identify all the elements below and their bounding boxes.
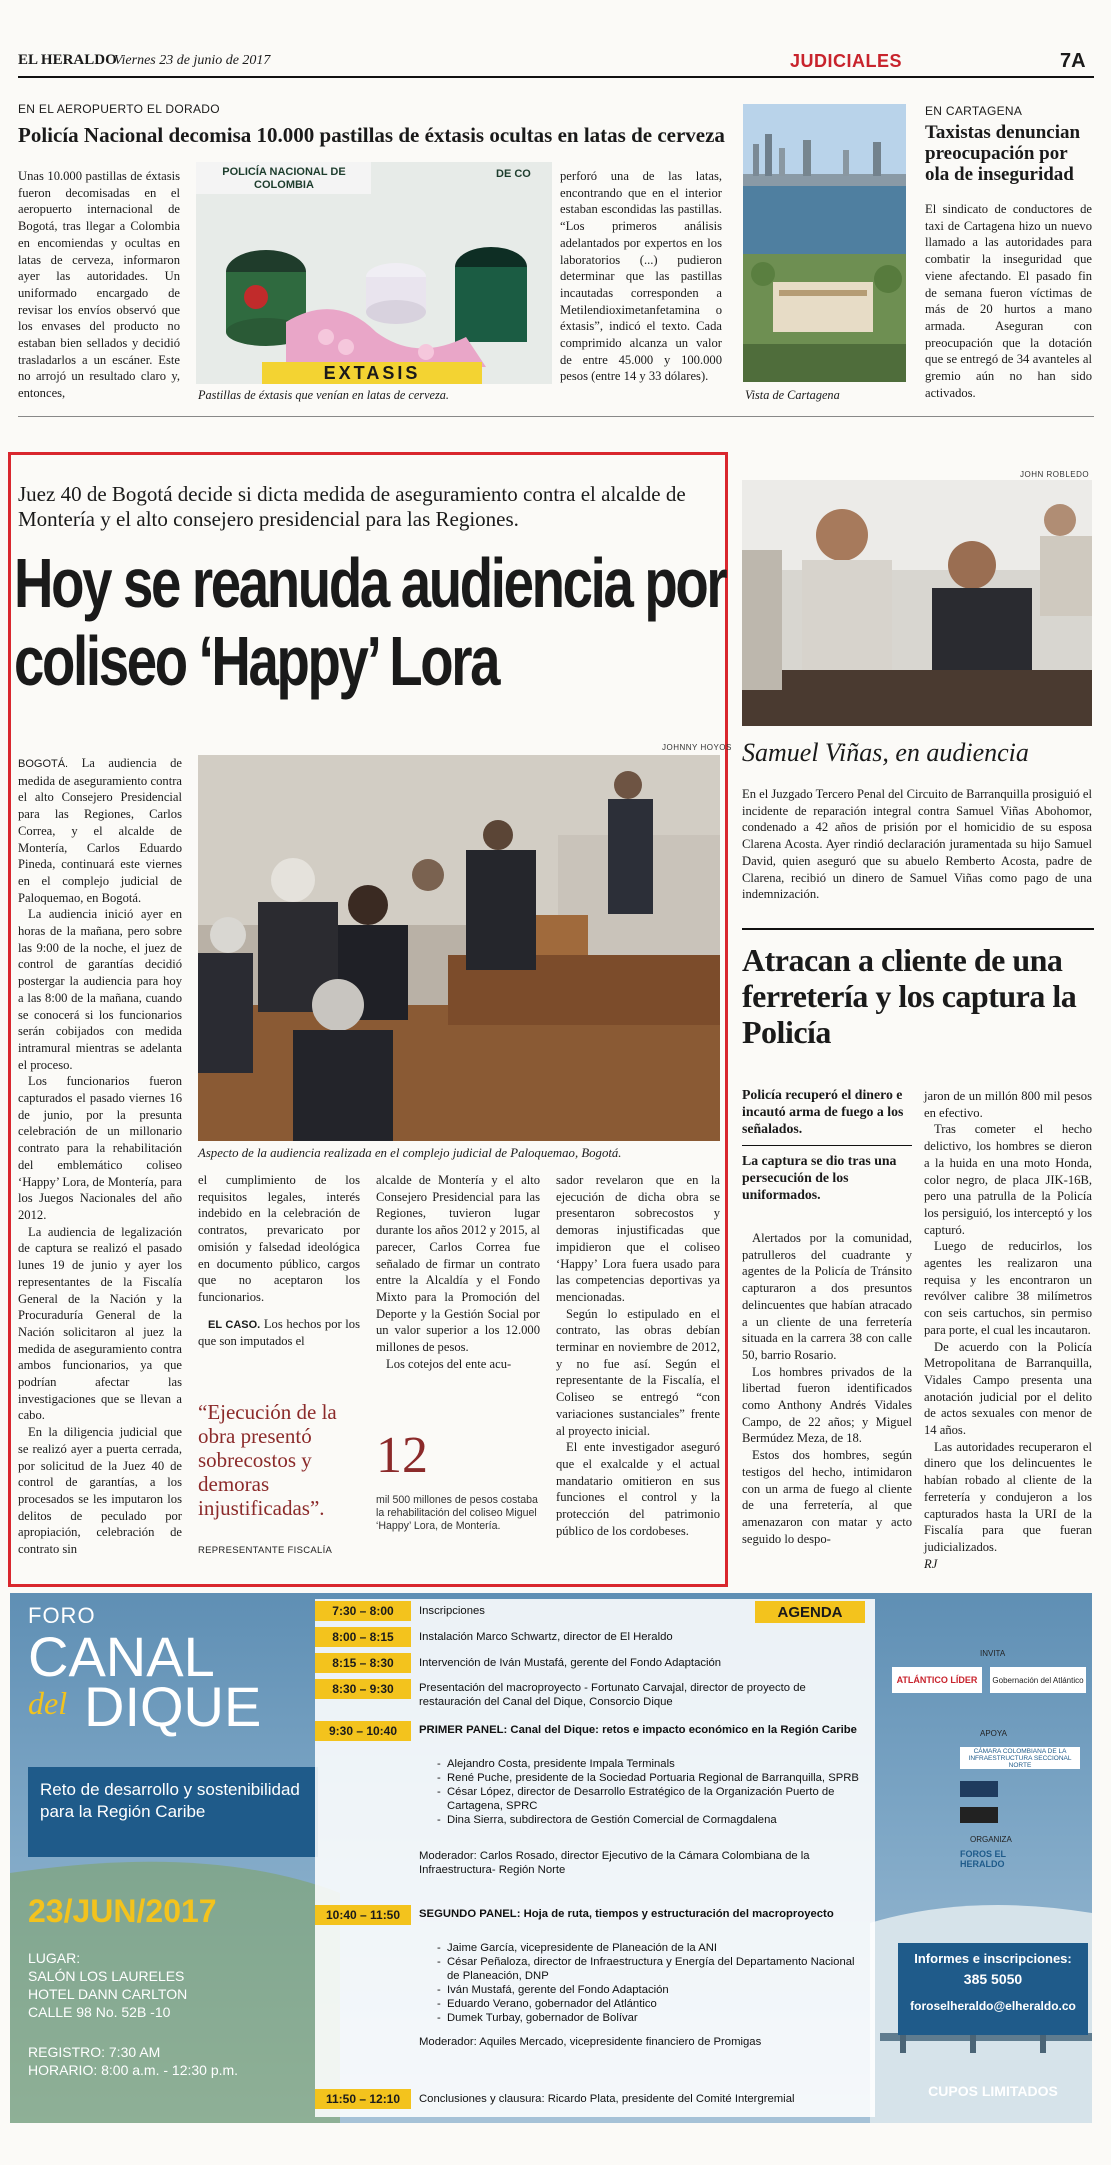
lead-col3-p1: alcalde de Montería y el alto Consejero Presidencial para las Regiones, tuvieron lugar durante los años 2012 y 2015, al parecer, Carlos Correa fue señalado de firmar un contrato entre la Alcaldía y el Fondo Mixto para la Promoción del Deporte y la Gestión Social por un valor superior a los 12.000 millones de pesos. bbox=[376, 1173, 540, 1355]
ad-horario: HORARIO: 8:00 a.m. - 12:30 p.m. bbox=[28, 2062, 239, 2078]
agenda-time-3: 8:15 – 8:30 bbox=[315, 1653, 411, 1673]
lead-photo-caption: Aspecto de la audiencia realizada en el complejo judicial de Paloquemao, Bogotá. bbox=[198, 1146, 622, 1160]
story4-col1-p3: Estos dos hombres, según testigos del hecho, intimidaron con un arma de fuego al cliente de una ferretería, al que amenazaron con matar y acto seguido lo despo- bbox=[742, 1448, 912, 1546]
lead-column-1 bbox=[18, 755, 182, 1558]
lead-col2-p1: el cumplimiento de los requisitos legales, interés indebido en la celebración de contratos, prevaricato por omisión y falsedad ideológica en documento público, cargos que no aceptaron los funcionarios. bbox=[198, 1173, 360, 1304]
sponsor-camara: CÁMARA COLOMBIANA DE LA INFRAESTRUCTURA SECCIONAL NORTE bbox=[960, 1747, 1080, 1769]
ad-place3: CALLE 98 No. 52B -10 bbox=[28, 2004, 171, 2020]
panel1-list bbox=[433, 1757, 869, 1827]
forum-advertisement bbox=[10, 1593, 1092, 2123]
story3-body: En el Juzgado Tercero Penal del Circuito de Barranquilla prosiguió el incidente de reparación integral contra Samuel Viñas Abohomor, condenado a 42 años de prisión por el homicidio de su esposa Clarena Acosta. Ayer rindió declaración juramentada su hijo Samuel David, quien aseguró que su abuelo Remberto Acosta, padre de Clarena, recibió un dinero de Samuel Viñas como pago de una indemnización. bbox=[742, 787, 1093, 902]
lead-col1-p1: La audiencia de medida de aseguramiento contra el alto Consejero Presidencial para las Regiones, Carlos Correa, y el alcalde de Montería, Carlos Eduardo Pineda, continuará este viernes en el complejo judicial de Paloquemao, en Bogotá. bbox=[18, 756, 182, 905]
lead-col1-p4: La audiencia de legalización de captura se realizó el pasado lunes 19 de junio y ayer los representantes de la Fiscalía General de la Nación y la Procuraduría General de la Nación solicitaron al juez la medida de aseguramiento contra ambos funcionarios, ya que podrían afectar las investigaciones que se llevan a cabo. bbox=[18, 1224, 182, 1423]
fact-text: mil 500 millones de pesos costaba la rehabilitación del coliseo Miguel ‘Happy’ Lora, de Montería. bbox=[376, 1494, 538, 1532]
story4-col2-p3: Luego de reducirlos, los agentes les realizaron una requisa y les encontraron un revólver calibre 38 milímetros con seis cartuchos, sin permiso para porte, el cual les incautaron. bbox=[924, 1239, 1092, 1337]
story2-kicker: EN CARTAGENA bbox=[925, 104, 1023, 118]
story4-headline: Atracan a cliente de una ferretería y los captura la Policía bbox=[742, 942, 1077, 1050]
agenda-text-7: Conclusiones y clausura: Ricardo Plata, presidente del Comité Intergremial bbox=[419, 2093, 795, 2105]
agenda-row-5 bbox=[315, 1721, 875, 1876]
story1-caption: Pastillas de éxtasis que venían en latas de cerveza. bbox=[198, 388, 449, 402]
story2-caption: Vista de Cartagena bbox=[745, 388, 840, 402]
story1-column-1: Unas 10.000 pastillas de éxtasis fueron decomisadas en el aeropuerto internacional de Bogotá, tras llegar a Colombia en encomiendas y ocultas en latas de cerveza, informaron ayer las autoridades. Un uniformado encargado de revisar los envíos observó que los envases del producto no estaban bien sellados y decidió trasladarlos a un escáner. Este no arrojó un resultado claro y, entonces, bbox=[18, 169, 180, 401]
agenda-time-4: 8:30 – 9:30 bbox=[315, 1679, 411, 1699]
organizer-logo: FOROS EL HERALDO bbox=[960, 1849, 1006, 1869]
story3-headline: Samuel Viñas, en audiencia bbox=[742, 738, 1029, 767]
story1-column-2: perforó una de las latas, encontrando que en el interior estaban escondidas las pastillas. “Los primeros análisis adelantados por expertos en los laboratorios (...) pudieron determinar que las pastillas incautadas corresponden a Metilendioximetanfetamina o éxtasis”, indicó el texto. Cada comprimido alcanza un valor de entre 45.000 y 100.000 pesos (entre 14 y 33 dólares). bbox=[560, 169, 722, 384]
panel1-item: - Alejandro Costa, presidente Impala Terminals bbox=[447, 1757, 869, 1771]
ad-place-block bbox=[28, 1949, 187, 2021]
agenda-row-2 bbox=[315, 1627, 875, 1649]
story4-col2-p4: De acuerdo con la Policía Metropolitana de Barranquilla, Vidales Campo presenta una anotación judicial por el delito de actos sexuales con menor de 14 años. bbox=[924, 1339, 1092, 1438]
agenda-time-5: 9:30 – 10:40 bbox=[315, 1721, 411, 1741]
agenda-time-6: 10:40 – 11:50 bbox=[315, 1905, 411, 1925]
lead-col1-p5: En la diligencia judicial que se realizó ayer a puerta cerrada, por solicitud de la Juez 40 de control de garantías, a los procesados se les imputaron los delitos de peculado por apropiación, celebración de contrato sin bbox=[18, 1425, 182, 1557]
section-title: JUDICIALES bbox=[790, 51, 903, 71]
vinas-photo bbox=[742, 480, 1092, 726]
story4-col2-p1: jaron de un millón 800 mil pesos en efectivo. bbox=[924, 1089, 1092, 1120]
story4-column-2 bbox=[924, 1088, 1092, 1572]
story4-col1-p2: Los hombres privados de la libertad fueron identificados como Anthony Andrés Vidales Campo, de 22 años; y Miguel Bermúdez Meza, de 18. bbox=[742, 1364, 912, 1446]
pull-quote-source: REPRESENTANTE FISCALÍA bbox=[198, 1545, 333, 1556]
photo-extasis-label: EXTASIS bbox=[323, 363, 421, 383]
panel1-item: - Dina Sierra, subdirectora de Gestión Comercial de Cormagdalena bbox=[447, 1813, 869, 1827]
lead-column-3 bbox=[376, 1172, 540, 1372]
lead-headline: Hoy se reanuda audiencia por coliseo ‘Happy’ Lora bbox=[14, 544, 726, 700]
panel1-item: - René Puche, presidente de la Sociedad Portuaria Regional de Barranquilla, SPRB bbox=[447, 1771, 869, 1785]
agenda-time-1: 7:30 – 8:00 bbox=[315, 1601, 411, 1621]
divider-story4 bbox=[742, 928, 1094, 930]
lead-col2-p2: Los hechos por los que son imputados el bbox=[198, 1316, 360, 1349]
lead-col2-subhead: EL CASO. bbox=[208, 1318, 261, 1331]
fact-number: 12 bbox=[376, 1427, 428, 1484]
sponsor-gobernacion: Gobernación del Atlántico bbox=[990, 1667, 1086, 1693]
story2-headline: Taxistas denuncian preocupación por ola de inseguridad bbox=[925, 122, 1081, 185]
panel1-item: - César López, director de Desarrollo Estratégico de la Organización Puerto de Cartagena, SPRC bbox=[447, 1785, 869, 1813]
photo-police-text: POLICÍA NACIONAL DE COLOMBIA bbox=[222, 166, 346, 191]
pull-quote: “Ejecución de la obra presentó sobrecostos y demoras injustificadas”. bbox=[198, 1400, 337, 1520]
lead-column-2 bbox=[198, 1172, 360, 1350]
cartagena-photo-illustration bbox=[743, 104, 906, 382]
agenda-text-5: PRIMER PANEL: Canal del Dique: retos e impacto económico en la Región Caribe bbox=[419, 1724, 857, 1736]
agenda-text-6: SEGUNDO PANEL: Hoja de ruta, tiempos y estructuración del macroproyecto bbox=[419, 1908, 834, 1920]
story4-col2-p2: Tras cometer el hecho delictivo, los hombres se dieron a la huida en una moto Honda, color negro, de placa JIK-16B, pero una patrulla de la Policía los persiguió, los interceptó y los capturó. bbox=[924, 1122, 1092, 1237]
lead-col2-p2-wrap bbox=[198, 1316, 360, 1350]
panel2-list bbox=[433, 1941, 869, 2025]
ad-title-dique: DIQUE bbox=[84, 1675, 262, 1738]
agenda-row-7 bbox=[315, 2089, 875, 2111]
lead-col1-p2: La audiencia inició ayer en horas de la mañana, pero sobre las 9:00 de la noche, el juez de control de garantías decidió postergar la audiencia para hoy a las 8:00 de la mañana, cuando se conocerá si los funcionarios serán cobijados con medida intramural mientras se adelanta el proceso. bbox=[18, 907, 182, 1072]
lead-deck: Juez 40 de Bogotá decide si dicta medida de aseguramiento contra el alcalde de Montería y el alto consejero presidencial para las Regiones. bbox=[18, 482, 686, 531]
masthead-paper: EL HERALDO bbox=[18, 52, 117, 68]
story1-headline: Policía Nacional decomisa 10.000 pastillas de éxtasis ocultas en latas de cerveza bbox=[18, 123, 725, 147]
story4-deck1: Policía recuperó el dinero e incautó arma de fuego a los señalados. bbox=[742, 1087, 904, 1136]
ad-place-label: LUGAR: bbox=[28, 1950, 81, 1966]
ad-schedule-block bbox=[28, 2043, 238, 2079]
ad-place2: HOTEL DANN CARLTON bbox=[28, 1986, 188, 2002]
ad-organiza-label: ORGANIZA bbox=[970, 1835, 1012, 1844]
panel2-item: - Dumek Turbay, gobernador de Bolívar bbox=[447, 2011, 869, 2025]
lead-col4-p3: El ente investigador aseguró que el exalcalde y el actual mandatario omitieron en sus funciones el control y la protección del patrimonio público de los cordobeses. bbox=[556, 1440, 720, 1538]
ad-invita-label: INVITA bbox=[980, 1649, 1006, 1658]
lead-headline-container bbox=[14, 544, 726, 700]
lead-col4-p2: Según lo estipulado en el contrato, las obras debían terminar en noviembre de 2012, y no fue así. Según el representante de la Fiscalía, el Coliseo se entregó “con variaciones sustanciales” frente al proyecto inicial. bbox=[556, 1306, 720, 1438]
panel2-item: - Iván Mustafá, gerente del Fondo Adaptación bbox=[447, 1983, 869, 1997]
info-email: foroselheraldo@elheraldo.co bbox=[910, 1999, 1076, 2013]
agenda-text-3: Intervención de Iván Mustafá, gerente del Fondo Adaptación bbox=[419, 1657, 722, 1669]
lead-col1-p3: Los funcionarios fueron capturados el pasado viernes 16 de junio, por la presunta celebración de un millonario contrato para la rehabilitación del emblemático coliseo ‘Happy’ Lora, de Montería, para los Juegos Nacionales del año 2012. bbox=[18, 1074, 182, 1222]
agenda-text-4: Presentación del macroproyecto - Fortunato Carvajal, director de proyecto de restauración del Canal del Dique, Consorcio Dique bbox=[419, 1682, 806, 1708]
lead-col4-p1: sador revelaron que en la ejecución de dicha obra se presentaron sobrecostos y demoras injustificadas que impidieron que el coliseo ‘Happy’ Lora fuera usado para las competencias deportivas ya mencionadas. bbox=[556, 1173, 720, 1304]
story4-deck2: La captura se dio tras una persecución de los uniformados. bbox=[742, 1153, 897, 1202]
panel2-item: - Eduardo Verano, gobernador del Atlántico bbox=[447, 1997, 869, 2011]
story4-deck-divider bbox=[742, 1145, 912, 1146]
agenda-row-4 bbox=[315, 1679, 875, 1711]
extasis-photo bbox=[196, 162, 552, 384]
ad-title-canal: CANAL bbox=[28, 1625, 215, 1688]
masthead-date: Viernes 23 de junio de 2017 bbox=[114, 53, 271, 68]
story1-kicker: EN EL AEROPUERTO EL DORADO bbox=[18, 102, 220, 116]
story4-col1-p1: Alertados por la comunidad, patrulleros del cuadrante y agentes de la Policía de Tránsito capturaron a dos presuntos delincuentes que habían atracado a un cliente de una ferretería situada en la carrera 38 con calle 50, barrio Rosario. bbox=[742, 1231, 912, 1362]
lead-column-4 bbox=[556, 1172, 720, 1539]
masthead-rule bbox=[18, 76, 1094, 78]
story4-col2-p5: Las autoridades recuperaron el dinero que los delincuentes le habían robado al cliente de la ferretería y condujeron a los capturados hasta la URI de la Fiscalía para que fueran judicializados. bbox=[924, 1439, 1092, 1554]
ad-cupos: CUPOS LIMITADOS bbox=[928, 2083, 1058, 2099]
sponsor-logo-4 bbox=[960, 1807, 998, 1823]
agenda-row-1 bbox=[315, 1601, 875, 1623]
courtroom-photo-illustration bbox=[198, 755, 720, 1141]
ad-registro: REGISTRO: 7:30 AM bbox=[28, 2044, 161, 2060]
vinas-photo-illustration bbox=[742, 480, 1092, 726]
lead-dateline: BOGOTÁ. bbox=[18, 758, 69, 770]
lead-col3-p2: Los cotejos del ente acu- bbox=[386, 1356, 512, 1371]
ad-foro: FORO bbox=[28, 1603, 96, 1628]
ad-date: 23/JUN/2017 bbox=[28, 1893, 217, 1929]
agenda-header: AGENDA bbox=[755, 1601, 865, 1623]
photo-right-text: DE CO bbox=[496, 168, 531, 180]
panel2-item: - César Peñaloza, director de Infraestructura y Energía del Departamento Nacional de Planeación, DNP bbox=[447, 1955, 869, 1983]
agenda-text-1: Inscripciones bbox=[419, 1605, 485, 1617]
agenda-time-7: 11:50 – 12:10 bbox=[315, 2089, 411, 2109]
ad-place1: SALÓN LOS LAURELES bbox=[28, 1968, 185, 1984]
story3-photo-credit: JOHN ROBLEDO bbox=[1020, 470, 1090, 479]
courtroom-photo bbox=[198, 755, 720, 1141]
agenda-row-6 bbox=[315, 1905, 875, 2075]
agenda-time-2: 8:00 – 8:15 bbox=[315, 1627, 411, 1647]
ad-subtitle: Reto de desarrollo y sostenibilidad para la Región Caribe bbox=[40, 1780, 300, 1821]
agenda-text-2: Instalación Marco Schwartz, director de El Heraldo bbox=[419, 1631, 673, 1643]
lead-photo-credit: JOHNNY HOYOS bbox=[662, 743, 732, 752]
page-number: 7A bbox=[1060, 50, 1086, 72]
agenda-row-3 bbox=[315, 1653, 875, 1675]
extasis-photo-illustration bbox=[196, 162, 552, 384]
story4-column-1 bbox=[742, 1230, 912, 1547]
info-phone: 385 5050 bbox=[963, 1971, 1023, 1987]
story4-signature: RJ bbox=[924, 1556, 938, 1571]
ad-title-del: del bbox=[28, 1685, 68, 1721]
info-title: Informes e inscripciones: bbox=[914, 1951, 1072, 1966]
panel1-moderator: Moderador: Carlos Rosado, director Ejecutivo de la Cámara Colombiana de la Infraestructura- Región Norte bbox=[419, 1850, 810, 1876]
panel2-item: - Jaime García, vicepresidente de Planeación de la ANI bbox=[447, 1941, 869, 1955]
story2-body: El sindicato de conductores de taxi de Cartagena hizo un nuevo llamado a las autoridades para combatir la inseguridad que viene afectando. El pasado fin de semana fueron víctimas de más de 20 hurtos a mano armada. Aseguran con preocupación que la dotación que se entregó de 34 avanteles al gremio aún no han sido activados. bbox=[925, 202, 1092, 400]
cartagena-photo bbox=[743, 104, 906, 382]
ad-apoya-label: APOYA bbox=[980, 1729, 1007, 1738]
panel2-moderator: Moderador: Aquiles Mercado, vicepresidente financiero de Promigas bbox=[419, 2036, 762, 2048]
divider-top bbox=[18, 416, 1094, 417]
sponsor-atlantico-lider: ATLÁNTICO LÍDER bbox=[892, 1667, 982, 1693]
sponsor-logo-3 bbox=[960, 1781, 998, 1797]
agenda-panel bbox=[315, 1599, 875, 2117]
